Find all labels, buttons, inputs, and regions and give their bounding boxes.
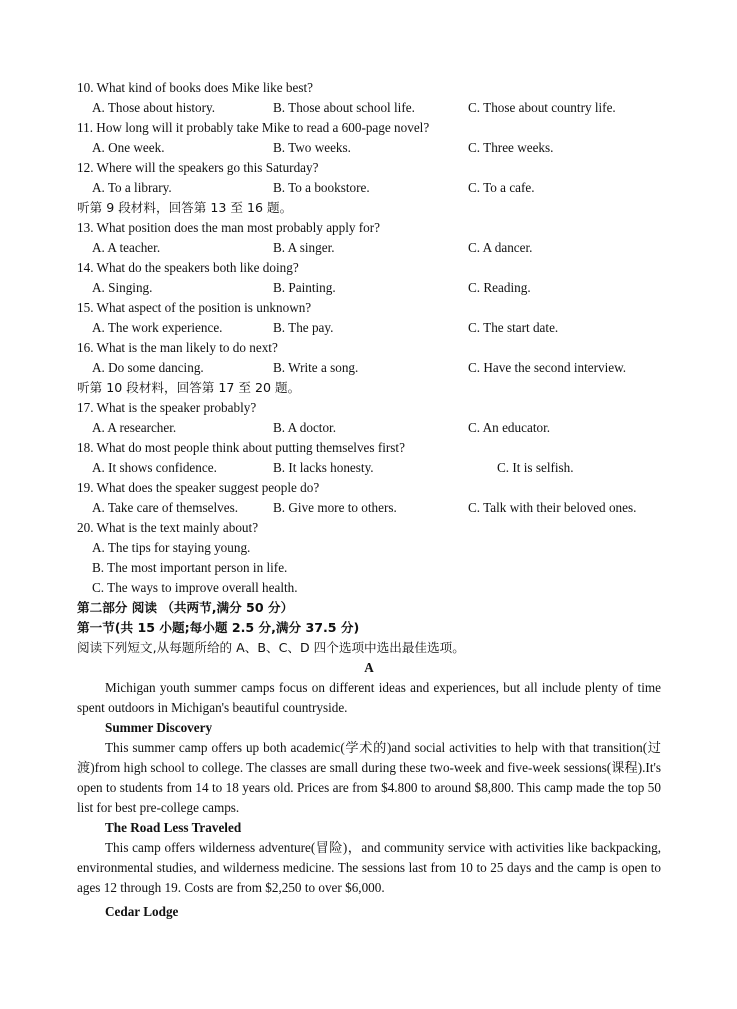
question-12: 12. Where will the speakers go this Saturday? [77,160,319,175]
q18-option-c: C. It is selfish. [497,460,574,475]
section-1-title: 第一节(共 15 小题;每小题 2.5 分,满分 37.5 分) [77,620,360,635]
q15-option-c: C. The start date. [468,320,559,335]
question-13: 13. What position does the man most probably apply for? [77,220,381,235]
q15-option-b: B. The pay. [273,320,334,335]
q18-option-a: A. It shows confidence. [92,460,217,475]
q13-option-c: C. A dancer. [468,240,533,255]
q10-option-c: C. Those about country life. [468,100,616,115]
q16-option-a: A. Do some dancing. [92,360,204,375]
question-17: 17. What is the speaker probably? [77,400,257,415]
reading-directions: 阅读下列短文,从每题所给的 A、B、C、D 四个选项中选出最佳选项。 [77,640,465,655]
q16-option-c: C. Have the second interview. [468,360,627,375]
camp-2-description: This camp offers wilderness adventure(冒险)，and community service with activities like backpacking, environmental studies, and wilderness medicine. The sessions last from 10 to 25 days and the camp is open to ages 12 through 19. Costs are from $2,250 to over $6,000. [77,840,661,895]
q14-option-b: B. Painting. [273,280,336,295]
q13-option-b: B. A singer. [273,240,335,255]
question-11: 11. How long will it probably take Mike to read a 600-page novel? [77,120,430,135]
question-15: 15. What aspect of the position is unknown? [77,300,312,315]
q10-option-a: A. Those about history. [92,100,216,115]
q18-option-b: B. It lacks honesty. [273,460,374,475]
q20-option-c: C. The ways to improve overall health. [92,580,298,595]
q12-option-a: A. To a library. [92,180,172,195]
question-20: 20. What is the text mainly about? [77,520,259,535]
question-16: 16. What is the man likely to do next? [77,340,278,355]
passage-9-instruction: 听第 9 段材料，回答第 13 至 16 题。 [77,200,293,215]
question-19: 19. What does the speaker suggest people do? [77,480,320,495]
q19-option-a: A. Take care of themselves. [92,500,239,515]
q17-option-b: B. A doctor. [273,420,337,435]
q17-option-c: C. An educator. [468,420,551,435]
q10-option-b: B. Those about school life. [273,100,415,115]
passage-10-instruction: 听第 10 段材料，回答第 17 至 20 题。 [77,380,301,395]
q17-option-a: A. A researcher. [92,420,177,435]
article-intro: Michigan youth summer camps focus on different ideas and experiences, but all include plenty of time spent outdoors in Michigan's beautiful countryside. [77,680,661,715]
q19-option-c: C. Talk with their beloved ones. [468,500,637,515]
passage-letter: A [364,660,374,675]
q13-option-a: A. A teacher. [92,240,161,255]
question-14: 14. What do the speakers both like doing? [77,260,299,275]
q11-option-c: C. Three weeks. [468,140,554,155]
q14-option-c: C. Reading. [468,280,531,295]
camp-2-heading: The Road Less Traveled [105,820,242,835]
q19-option-b: B. Give more to others. [273,500,397,515]
q11-option-b: B. Two weeks. [273,140,351,155]
question-18: 18. What do most people think about putting themselves first? [77,440,405,455]
q15-option-a: A. The work experience. [92,320,223,335]
q11-option-a: A. One week. [92,140,165,155]
camp-3-heading: Cedar Lodge [105,904,179,919]
camp-1-description: This summer camp offers up both academic(学术的)and social activities to help with that transition(过渡)from high school to college. The classes are small during these two-week and five-week sessions(课程).It's open to students from 14 to 18 years old. Prices are from $4.800 to around $8,800. This camp made the top 50 list for best pre-college camps. [77,740,661,815]
q12-option-c: C. To a cafe. [468,180,535,195]
part-2-title: 第二部分 阅读 （共两节,满分 50 分） [77,600,294,615]
q12-option-b: B. To a bookstore. [273,180,370,195]
q14-option-a: A. Singing. [92,280,153,295]
q16-option-b: B. Write a song. [273,360,359,375]
question-10: 10. What kind of books does Mike like best? [77,80,313,95]
q20-option-b: B. The most important person in life. [92,560,288,575]
camp-1-heading: Summer Discovery [105,720,213,735]
q20-option-a: A. The tips for staying young. [92,540,251,555]
